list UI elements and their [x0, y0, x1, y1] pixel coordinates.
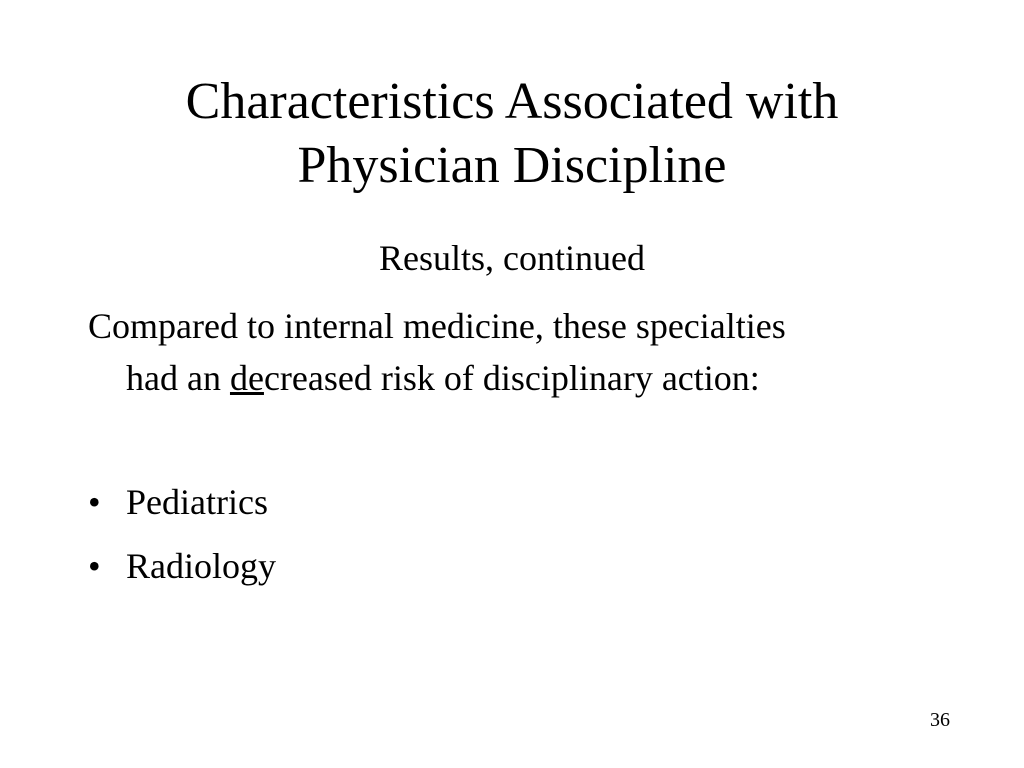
bullet-item [88, 470, 276, 534]
bullet-icon: • [88, 482, 101, 522]
slide-title-line-1: Characteristics Associated with [185, 73, 839, 130]
bullet-item [88, 534, 276, 598]
bullet-item-label: Radiology [126, 546, 276, 586]
page-number: 36 [930, 709, 950, 731]
bullet-item-label: Pediatrics [126, 482, 268, 522]
bullet-icon: • [88, 546, 101, 586]
bullet-list [88, 470, 276, 598]
intro-text-after: creased risk of disciplinary action: [263, 358, 760, 398]
slide-title-line-2: Physician Discipline [297, 137, 727, 194]
intro-underlined-text: de [229, 358, 264, 398]
intro-paragraph [88, 300, 846, 404]
slide-subtitle: Results, continued [379, 238, 645, 278]
intro-text-before: Compared to internal medicine, these specialties had an [88, 306, 786, 398]
slide-title [60, 70, 964, 198]
